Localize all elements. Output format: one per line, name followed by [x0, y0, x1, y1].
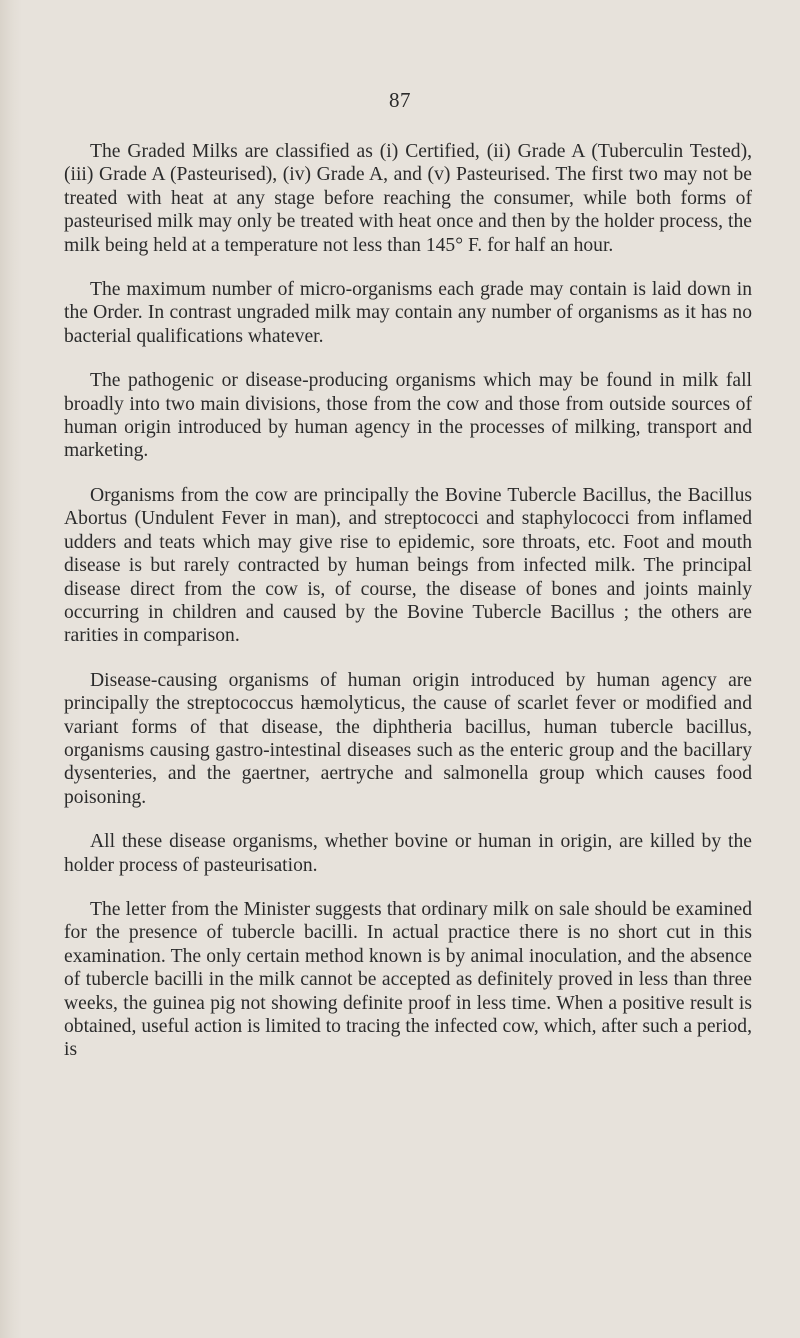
body-text — [64, 140, 752, 1083]
paragraph-minister-letter: The letter from the Minister suggests that ordinary milk on sale should be examined for the presence of tubercle bacilli. In actual practice there is no short cut in this examination. The only certain method known is by animal inoculation, and the absence of tubercle bacilli in the milk cannot be accepted as definitely proved in less than three weeks, the guinea pig not showing definite proof in less time. When a positive result is obtained, useful action is limited to tracing the infected cow, which, after such a period, is — [64, 898, 752, 1061]
paragraph-organisms-from-cow: Organisms from the cow are principally the Bovine Tubercle Bacillus, the Bacillus Abortus (Undulent Fever in man), and streptococci and staphylococci from inflamed udders and teats which may give rise to epidemic, sore throats, etc. Foot and mouth disease is but rarely contracted by human beings from infected milk. The principal disease direct from the cow is, of course, the disease of bones and joints mainly occurring in children and caused by the Bovine Tubercle Bacillus ; the others are rarities in comparison. — [64, 484, 752, 647]
paragraph-pathogenic-organisms: The pathogenic or disease-producing organisms which may be found in milk fall broadly into two main divisions, those from the cow and those from outside sources of human origin introduced by human agency in the processes of milking, transport and marketing. — [64, 370, 752, 462]
paragraph-human-origin-organisms: Disease-causing organisms of human origin introduced by human agency are principally the streptococcus hæmolyticus, the cause of scarlet fever or modified and variant forms of that disease, the diphtheria bacillus, human tubercle bacillus, organisms causing gastro-intestinal diseases such as the enteric group and the bacillary dysenteries, and the gaertner, aertryche and salmonella group which causes food poisoning. — [64, 669, 752, 808]
paragraph-graded-milks: The Graded Milks are classified as (i) Certified, (ii) Grade A (Tuberculin Tested), (iii) Grade A (Pasteurised), (iv) Grade A, and (v) Pasteurised. The first two may not be treated with heat at any stage before reaching the consumer, while both forms of pasteurised milk may only be treated with heat once and then by the holder process, the milk being held at a temperature not less than 145° F. for half an hour. — [64, 141, 752, 256]
paragraph-micro-organisms: The maximum number of micro-organisms each grade may contain is laid down in the Order. In contrast ungraded milk may contain any number of organisms as it has no bacterial qualifications whatever. — [64, 279, 752, 347]
page-binding-edge — [0, 0, 22, 1338]
page-number: 87 — [389, 88, 411, 112]
paragraph-pasteurisation: All these disease organisms, whether bovine or human in origin, are killed by the holder process of pasteurisation. — [64, 831, 752, 876]
